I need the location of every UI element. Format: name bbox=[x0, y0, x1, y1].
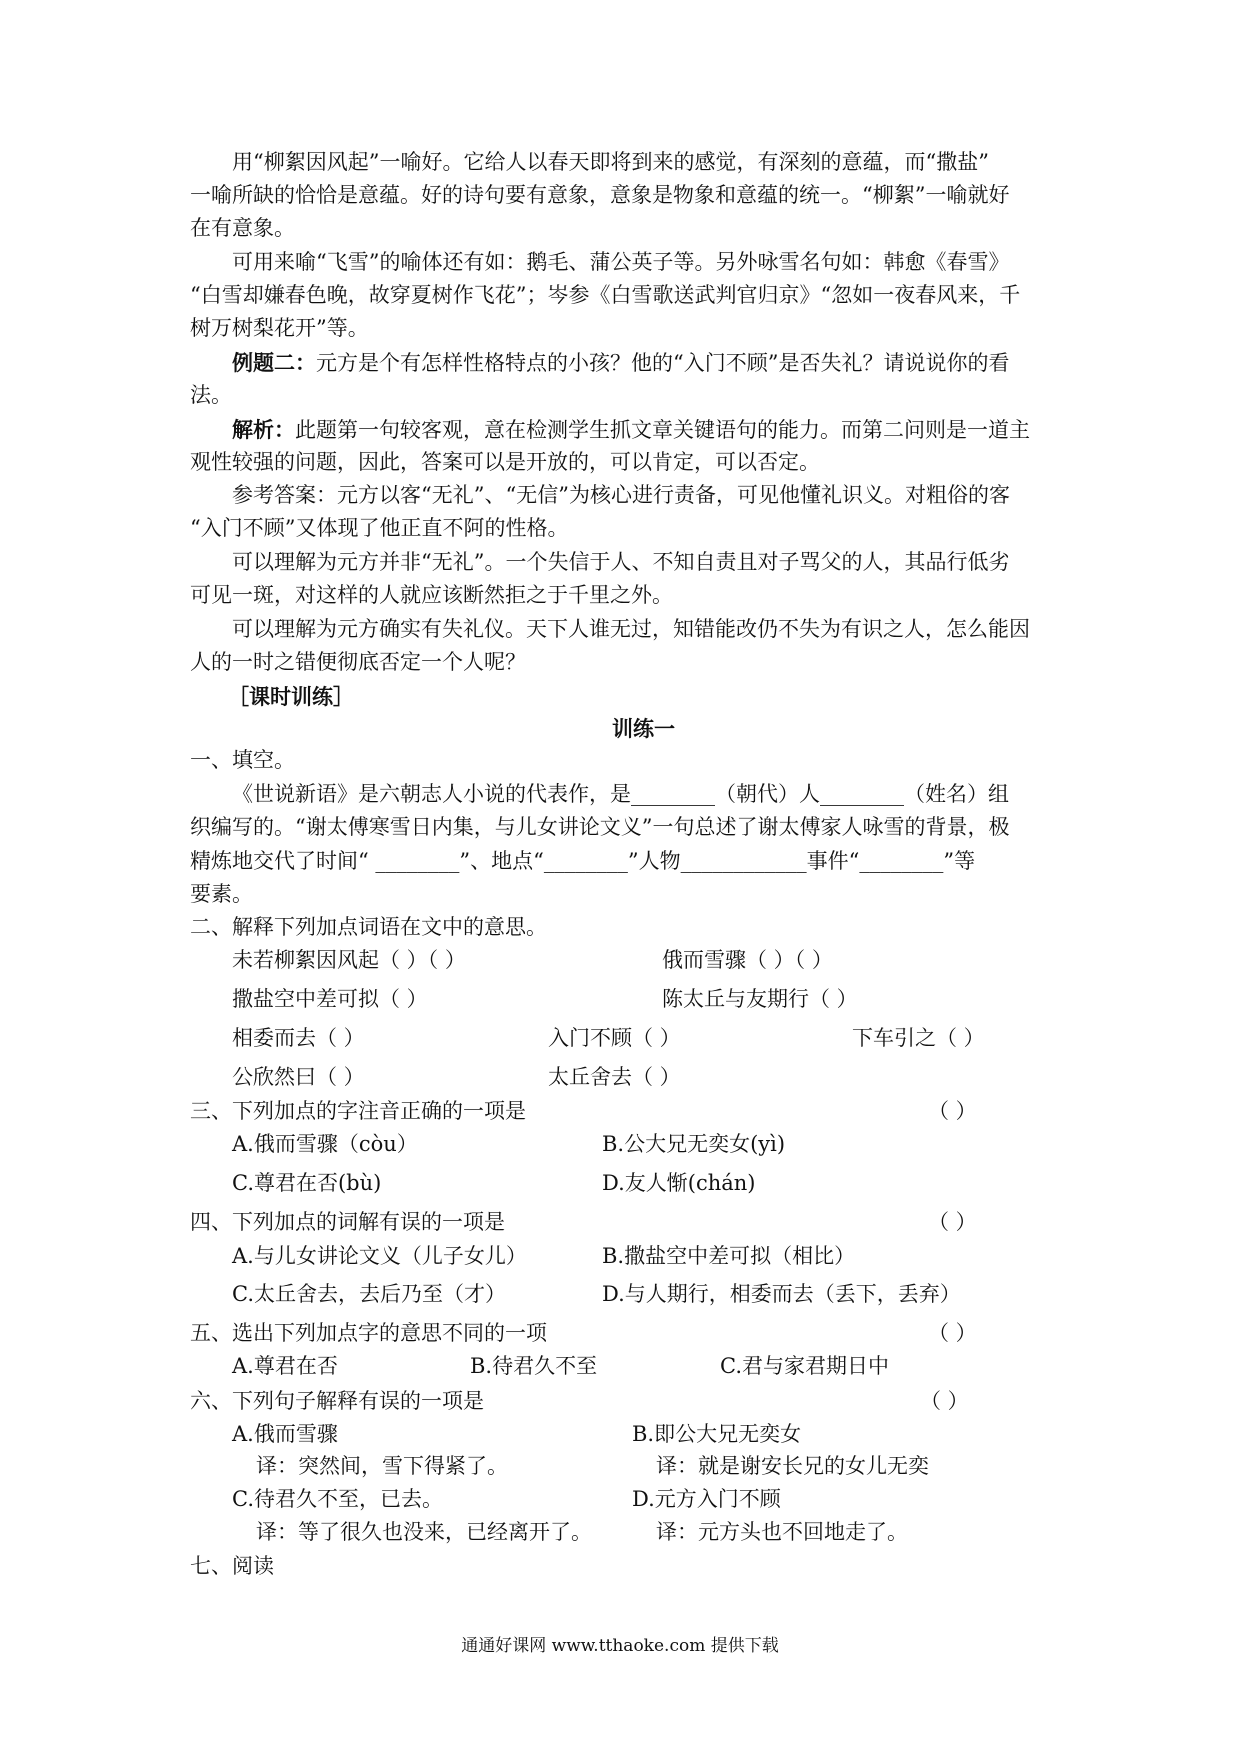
q2-item-1: 未若柳絮因风起（ ）（ ） bbox=[232, 948, 466, 972]
q6-title: 六、下列句子解释有误的一项是 bbox=[190, 1389, 484, 1413]
q3-title: 三、下列加点的字注音正确的一项是 bbox=[190, 1099, 526, 1123]
q2-item-3: 撒盐空中差可拟（ ） bbox=[232, 987, 428, 1011]
answer1-line1: 参考答案：元方以客“无礼”、“无信”为核心进行责备，可见他懂礼识义。对粗俗的客 bbox=[232, 483, 1010, 507]
q5-answer-paren: （ ） bbox=[928, 1321, 977, 1345]
q5-option-b: B.待君久不至 bbox=[470, 1354, 598, 1378]
q6-option-b-translation: 译：就是谢安长兄的女儿无奕 bbox=[656, 1454, 929, 1478]
q2-title: 二、解释下列加点词语在文中的意思。 bbox=[190, 915, 547, 939]
q3-option-a: A.俄而雪骤（còu） bbox=[232, 1132, 418, 1156]
q1-line3: 精炼地交代了时间“ ________”、地点“________”人物____________事件“________”等 bbox=[190, 849, 976, 873]
intro-p2-line2: “白雪却嫌春色晚，故穿夏树作飞花”；岑参《白雪歌送武判官归京》“忽如一夜春风来，千 bbox=[190, 283, 1021, 307]
intro-p2-line1: 可用来喻“飞雪”的喻体还有如：鹅毛、蒲公英子等。另外咏雪名句如：韩愈《春雪》 bbox=[232, 250, 1010, 274]
intro-p1-line3: 在有意象。 bbox=[190, 216, 295, 240]
q5-option-a: A.尊君在否 bbox=[232, 1354, 338, 1378]
q4-option-b: B.撒盐空中差可拟（相比） bbox=[602, 1244, 856, 1268]
q1-line1: 《世说新语》是六朝志人小说的代表作，是________（朝代）人________（姓名）组 bbox=[232, 782, 1009, 806]
example2-line2: 法。 bbox=[190, 383, 232, 407]
q6-option-b: B.即公大兄无奕女 bbox=[632, 1422, 802, 1446]
q4-option-d: D.与人期行，相委而去（丢下，丢弃） bbox=[602, 1282, 961, 1306]
q6-option-a: A.俄而雪骤 bbox=[232, 1422, 338, 1446]
q7-title: 七、阅读 bbox=[190, 1554, 274, 1578]
q6-option-a-translation: 译：突然间，雪下得紧了。 bbox=[256, 1454, 508, 1478]
q3-answer-paren: （ ） bbox=[928, 1099, 977, 1123]
q6-option-c: C.待君久不至，已去。 bbox=[232, 1487, 443, 1511]
q4-title: 四、下列加点的词解有误的一项是 bbox=[190, 1210, 505, 1234]
intro-p1-line1: 用“柳絮因风起”一喻好。它给人以春天即将到来的感觉，有深刻的意蕴，而“撒盐” bbox=[232, 150, 989, 174]
intro-p1-line2: 一喻所缺的恰恰是意蕴。好的诗句要有意象，意象是物象和意蕴的统一。“柳絮”一喻就好 bbox=[190, 183, 1010, 207]
q1-title: 一、填空。 bbox=[190, 748, 295, 772]
q2-item-6: 入门不顾（ ） bbox=[548, 1026, 681, 1050]
q2-item-8: 公欣然曰（ ） bbox=[232, 1065, 365, 1089]
q2-item-5: 相委而去（ ） bbox=[232, 1026, 365, 1050]
analysis-text: 此题第一句较客观，意在检测学生抓文章关键语句的能力。而第二问则是一道主 bbox=[295, 418, 1030, 442]
analysis-label: 解析： bbox=[232, 417, 295, 442]
q6-option-c-translation: 译：等了很久也没来，已经离开了。 bbox=[256, 1520, 592, 1544]
q3-option-b: B.公大兄无奕女(yì) bbox=[602, 1132, 786, 1156]
example2-line1 bbox=[232, 352, 1009, 374]
example2-label: 例题二： bbox=[232, 350, 316, 375]
q4-answer-paren: （ ） bbox=[928, 1210, 977, 1234]
q2-item-9: 太丘舍去（ ） bbox=[548, 1065, 681, 1089]
q5-option-c: C.君与家君期日中 bbox=[720, 1354, 889, 1378]
analysis-line1 bbox=[232, 419, 1030, 441]
answer2-line2: 可见一斑，对这样的人就应该断然拒之于千里之外。 bbox=[190, 583, 673, 607]
q6-answer-paren: （ ） bbox=[920, 1389, 969, 1413]
answer3-line1: 可以理解为元方确实有失礼仪。天下人谁无过，知错能改仍不失为有识之人，怎么能因 bbox=[232, 617, 1030, 641]
training-title: 训练一 bbox=[612, 716, 675, 741]
q2-item-7: 下车引之（ ） bbox=[852, 1026, 985, 1050]
q3-option-d: D.友人惭(chán) bbox=[602, 1171, 756, 1195]
answer2-line1: 可以理解为元方并非“无礼”。一个失信于人、不知自责且对子骂父的人，其品行低劣 bbox=[232, 550, 1010, 574]
q3-option-c: C.尊君在否(bù) bbox=[232, 1171, 382, 1195]
q4-option-a: A.与儿女讲论文义（儿子女儿） bbox=[232, 1244, 527, 1268]
answer1-line2: “入门不顾”又体现了他正直不阿的性格。 bbox=[190, 516, 569, 540]
section-header: ［课时训练］ bbox=[228, 684, 354, 709]
page-footer: 通通好课网 www.tthaoke.com 提供下载 bbox=[461, 1636, 779, 1656]
q6-option-d: D.元方入门不顾 bbox=[632, 1487, 781, 1511]
q2-item-4: 陈太丘与友期行（ ） bbox=[662, 987, 858, 1011]
q2-item-2: 俄而雪骤（ ）（ ） bbox=[662, 948, 833, 972]
intro-p2-line3: 树万树梨花开”等。 bbox=[190, 316, 369, 340]
q1-line4: 要素。 bbox=[190, 882, 253, 906]
analysis-line2: 观性较强的问题，因此，答案可以是开放的，可以肯定，可以否定。 bbox=[190, 450, 820, 474]
answer3-line2: 人的一时之错便彻底否定一个人呢？ bbox=[190, 650, 526, 674]
q5-title: 五、选出下列加点字的意思不同的一项 bbox=[190, 1321, 547, 1345]
q6-option-d-translation: 译：元方头也不回地走了。 bbox=[656, 1520, 908, 1544]
example2-question: 元方是个有怎样性格特点的小孩？他的“入门不顾”是否失礼？请说说你的看 bbox=[316, 351, 1010, 375]
q4-option-c: C.太丘舍去，去后乃至（才） bbox=[232, 1282, 506, 1306]
q1-line2: 织编写的。“谢太傅寒雪日内集，与儿女讲论文义”一句总述了谢太傅家人咏雪的背景，极 bbox=[190, 815, 1010, 839]
